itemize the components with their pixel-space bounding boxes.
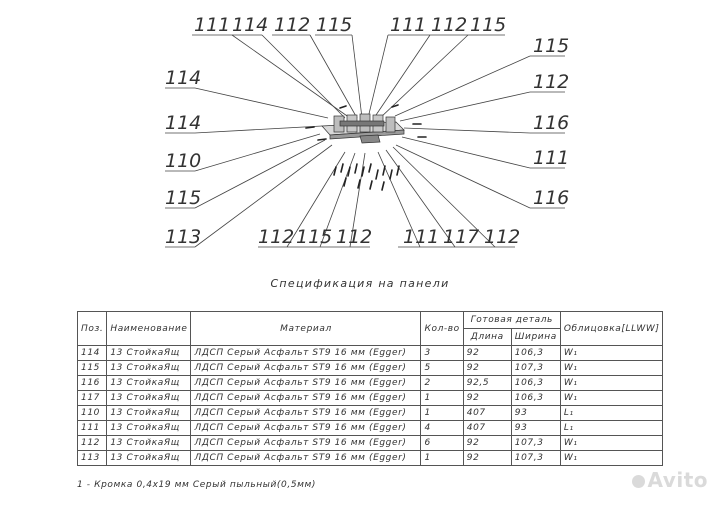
table-row [78,361,663,376]
cell-name: 13 СтойкаЯщ [107,451,191,466]
spec-footnote: 1 - Кромка 0,4x19 мм Серый пыльный(0,5мм) [77,480,317,490]
cell-qty: 1 [421,451,463,466]
header-width: Ширина [511,329,560,346]
callout-bottom-6: 112 [484,226,521,248]
spec-title: Спецификация на панели [270,277,450,290]
header-edging: Облицовка[LLWW] [560,312,663,346]
callout-left-5: 113 [165,226,202,248]
cell-name: 13 СтойкаЯщ [107,406,191,421]
callout-top-6: 112 [431,14,468,36]
header-length: Длина [463,329,511,346]
cell-pos: 110 [78,406,107,421]
avito-watermark [632,468,708,492]
cell-qty: 1 [421,391,463,406]
callout-top-1: 111 [194,14,231,36]
cell-qty: 1 [421,406,463,421]
cell-pos: 112 [78,436,107,451]
table-row [78,391,663,406]
table-row [78,421,663,436]
cell-name: 13 СтойкаЯщ [107,436,191,451]
avito-logo-icon [632,475,645,488]
assembly-parts [322,114,404,143]
callout-top-4: 115 [316,14,353,36]
cell-length: 92,5 [463,376,511,391]
cell-name: 13 СтойкаЯщ [107,391,191,406]
callout-right-1: 115 [533,35,570,57]
cell-name: 13 СтойкаЯщ [107,361,191,376]
cell-pos: 114 [78,346,107,361]
callout-right-2: 112 [533,71,570,93]
cell-pos: 116 [78,376,107,391]
callout-top-5: 111 [390,14,427,36]
table-row [78,346,663,361]
callout-bottom-5: 117 [443,226,480,248]
header-finished: Готовая деталь [463,312,560,329]
callout-right-5: 116 [533,187,570,209]
cell-edging: L₁ [560,421,663,436]
cell-qty: 3 [421,346,463,361]
callout-left-1: 114 [165,67,202,89]
table-row [78,451,663,466]
cell-qty: 2 [421,376,463,391]
callout-top-7: 115 [470,14,507,36]
header-material: Материал [191,312,421,346]
cell-edging: W₁ [560,346,663,361]
cell-material: ЛДСП Серый Асфальт ST9 16 мм (Egger) [191,361,421,376]
cell-length: 92 [463,346,511,361]
callout-bottom-3: 112 [336,226,373,248]
table-row [78,436,663,451]
cell-material: ЛДСП Серый Асфальт ST9 16 мм (Egger) [191,436,421,451]
cell-width: 107,3 [511,436,560,451]
cell-width: 93 [511,421,560,436]
cell-edging: W₁ [560,436,663,451]
cell-length: 92 [463,391,511,406]
cell-material: ЛДСП Серый Асфальт ST9 16 мм (Egger) [191,376,421,391]
callout-bottom-4: 111 [403,226,440,248]
cell-pos: 115 [78,361,107,376]
cell-qty: 4 [421,421,463,436]
cell-edging: W₁ [560,376,663,391]
cell-length: 407 [463,421,511,436]
callout-left-3: 110 [165,150,202,172]
cell-pos: 113 [78,451,107,466]
cell-width: 106,3 [511,376,560,391]
callout-right-4: 111 [533,147,570,169]
callout-top-2: 114 [232,14,269,36]
cell-material: ЛДСП Серый Асфальт ST9 16 мм (Egger) [191,346,421,361]
table-row [78,376,663,391]
cell-name: 13 СтойкаЯщ [107,376,191,391]
callout-bottom-2: 115 [296,226,333,248]
callout-right-3: 116 [533,112,570,134]
cell-pos: 117 [78,391,107,406]
callout-bottom-1: 112 [258,226,295,248]
cell-edging: L₁ [560,406,663,421]
cell-width: 107,3 [511,361,560,376]
cell-width: 106,3 [511,391,560,406]
cell-length: 92 [463,361,511,376]
callout-left-4: 115 [165,187,202,209]
cell-pos: 111 [78,421,107,436]
table-row [78,406,663,421]
cell-material: ЛДСП Серый Асфальт ST9 16 мм (Egger) [191,391,421,406]
cell-edging: W₁ [560,361,663,376]
cell-name: 13 СтойкаЯщ [107,421,191,436]
cell-material: ЛДСП Серый Асфальт ST9 16 мм (Egger) [191,421,421,436]
spec-table [77,311,663,466]
cell-qty: 5 [421,361,463,376]
cell-qty: 6 [421,436,463,451]
cell-edging: W₁ [560,451,663,466]
cell-length: 92 [463,451,511,466]
header-name: Наименование [107,312,191,346]
cell-name: 13 СтойкаЯщ [107,346,191,361]
cell-width: 106,3 [511,346,560,361]
cell-width: 93 [511,406,560,421]
callout-top-3: 112 [274,14,311,36]
header-pos: Поз. [78,312,107,346]
watermark-text: Avito [647,468,708,492]
callout-left-2: 114 [165,112,202,134]
cell-material: ЛДСП Серый Асфальт ST9 16 мм (Egger) [191,451,421,466]
spec-header-row [78,312,663,329]
cell-width: 107,3 [511,451,560,466]
cell-edging: W₁ [560,391,663,406]
header-qty: Кол-во [421,312,463,346]
cell-length: 92 [463,436,511,451]
cell-length: 407 [463,406,511,421]
cell-material: ЛДСП Серый Асфальт ST9 16 мм (Egger) [191,406,421,421]
